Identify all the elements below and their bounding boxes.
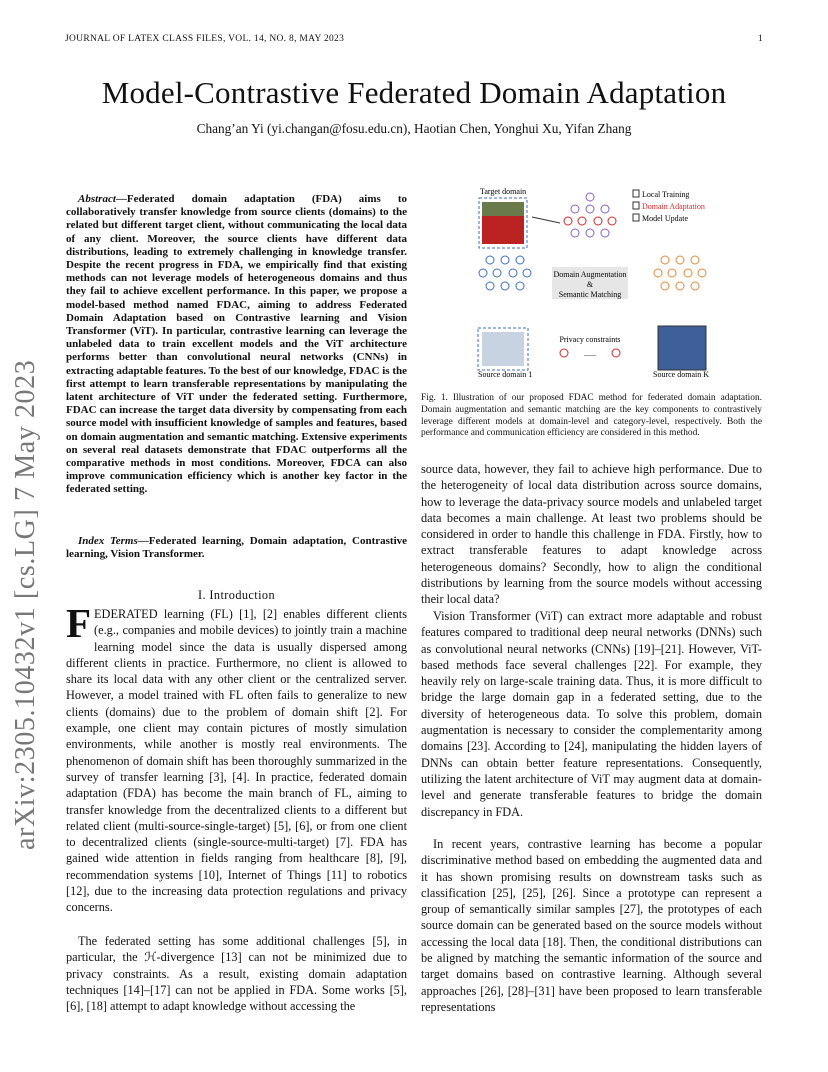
right-paragraph-1: source data, however, they fail to achieve high performance. Due to the heterogeneity of local data distribution across source domains, how to leverage the data-privacy source models and unlabeled target data becomes a main challenge. At least two problems should be considered in order to handle this challenge in FDA. Firstly, how to extract transferable features to adapt knowledge across heterogeneous domains? Secondly, how to align the conditional distributions by learning from the source models without accessing their local data? [421, 462, 762, 607]
privacy-icon-right [612, 349, 620, 357]
intro-paragraph-2: The federated setting has some additional challenges [5], in particular, the ℋ-divergence [13] can not be minimized due to privacy constraints. As a result, existing domain adaptation techniques [14]–[17] can not be applied in FDA. Some works [5], [6], [18] attempt to adapt knowledge without accessing the [66, 934, 407, 1014]
legend-box-2 [633, 202, 639, 209]
abstract-label: Abstract [78, 193, 116, 205]
source1-image [482, 332, 524, 366]
target-arrow [532, 217, 560, 223]
intro-paragraph-1 [66, 600, 407, 916]
index-terms [66, 535, 407, 561]
drop-cap: F [66, 600, 92, 646]
sourceK-image [658, 326, 706, 370]
right-paragraph-3: In recent years, contrastive learning has become a popular discriminative method based on embedding the augmented data and it has shown promising results on downstream tasks such as classification [25], [25], [26]. Since a prototype can represent a group of semantically similar samples [27], the prototypes of each source domain can be generated based on the source models without accessing the local data [18]. Then, the conditional distributions can be aligned by matching the semantic information of the source and target domains based on contrastive learning. Although several approaches [26], [28]–[31] have been proposed to learn transferable representations [421, 837, 762, 1014]
legend-item-3: Model Update [642, 214, 688, 223]
target-domain-label: Target domain [480, 187, 527, 196]
author-list: Chang’an Yi (yi.changan@fosu.edu.cn), Haotian Chen, Yonghui Xu, Yifan Zhang [196, 121, 632, 136]
legend-box-3 [633, 214, 639, 221]
central-network [564, 193, 616, 237]
page-number: 1 [758, 34, 763, 44]
privacy-dots: ...... [584, 349, 596, 358]
privacy-icon-left [560, 349, 568, 357]
index-terms-label: Index Terms [78, 535, 138, 547]
privacy-label: Privacy constraints [559, 335, 621, 344]
section-heading: I. Introduction [197, 588, 276, 602]
fdac-diagram [470, 185, 760, 385]
abstract-text: —Federated domain adaptation (FDA) aims to collaboratively transfer knowledge from source clients (domains) to the related but different target client, without communicating the local data of any client. Moreover, the source clients have different data distributions, leading to extremely challenging in knowledge transfer. Despite the recent progress in FDA, we empirically find that existing methods can not leverage models of heterogeneous domains and thus they fail to achieve excellent performance. In this paper, we propose a model-based method named FDAC, aiming to address Federated Domain Adaptation based on Contrastive learning and Vision Transformer (ViT). In particular, contrastive learning can leverage the unlabeled data to train excellent models and the ViT architecture performs better than convolutional neural networks (CNNs) in extracting adaptable features. To the best of our knowledge, FDAC is the first attempt to learn transferable representations by manipulating the latent architecture of ViT under the federated setting. Furthermore, FDAC can increase the target data diversity by compensating from each source model with insufficient knowledge of samples and features, based on domain augmentation and semantic matching. Extensive experiments on several real datasets demonstrate that FDAC outperforms all the comparative methods in most conditions. Moreover, FDCA can also improve communication efficiency which is another key factor in the federated setting. [66, 193, 407, 496]
figure-caption: Fig. 1. Illustration of our proposed FDAC method for federated domain adaptation. Domain augmentation and semantic matching are the key components to contrastively leverage different models at domain-level and category-level, respectively. Both the performance and communication efficiency are considered in this method. [421, 393, 762, 439]
index-terms-text: —Federated learning, Domain adaptation, Contrastive learning, Vision Transformer. [66, 535, 408, 561]
target-image-bg [482, 202, 524, 216]
legend [633, 190, 705, 223]
arxiv-identifier: arXiv:2305.10432v1 [cs.LG] 7 May 2023 [10, 359, 41, 850]
right-network [654, 256, 706, 290]
legend-box-1 [633, 190, 639, 197]
abstract [66, 193, 407, 497]
left-network [479, 256, 531, 290]
center-box-line-2: & [586, 280, 594, 289]
paper-title: Model-Contrastive Federated Domain Adaptation [101, 75, 727, 110]
center-box-line-1: Domain Augmentation [553, 270, 627, 279]
legend-item-1: Local Training [642, 190, 690, 199]
source-domain-1-label: Source domain 1 [478, 370, 533, 379]
source-domain-k-label: Source domain K [653, 370, 709, 379]
right-paragraph-2: Vision Transformer (ViT) can extract more adaptable and robust features compared to traditional deep neural networks (DNNs) such as convolutional neural networks (CNNs) [19]–[21]. However, ViT-based methods face several challenges [22]. For example, they heavily rely on large-scale training data. Thus, it is more difficult to bridge the large domain gap in a federated setting, due to the diversity of heterogeneous data. To solve this problem, domain augmentation is necessary to consider the complementarity among domains [23]. According to [24], manipulating the hidden layers of DNNs can obtain better feature representations. Consequently, utilizing the latent architecture of ViT may augment data at domain-level and generate transferable features to bridge the domain discrepancy in FDA. [421, 609, 762, 819]
legend-item-2: Domain Adaptation [642, 202, 705, 211]
running-header: JOURNAL OF LATEX CLASS FILES, VOL. 14, NO. 8, MAY 2023 [65, 34, 345, 44]
figure-1 [470, 185, 760, 385]
intro-paragraph-1-text: EDERATED learning (FL) [1], [2] enables different clients (e.g., companies and mobile devices) to jointly train a machine learning model since the data is usually dispersed among different clients in practice. Furthermore, no client is allowed to share its local data with any other client or the centralized server. However, a model trained with FL often fails to generalize to new clients (domains) due to the problem of domain shift [2]. For example, one client may contain pictures of mostly simulation environments, while another is mostly real environments. The phenomenon of domain shift has been thoroughly summarized in the survey of transfer learning [3], [4]. In practice, federated domain adaptation (FDA) has become the main branch of FL, aiming to transfer knowledge from the decentralized clients to a different but related client (multi-source-single-target) [5], [6], or from one client to decentralized clients (single-source-multi-target) [7]. FDA has gained wide attention in fields ranging from healthcare [8], [9], recommendation systems [10], Internet of Things [11] to robotics [12], due to the increasing data protection regulations and privacy concerns. [66, 607, 407, 915]
center-box-line-3: Semantic Matching [558, 290, 622, 299]
